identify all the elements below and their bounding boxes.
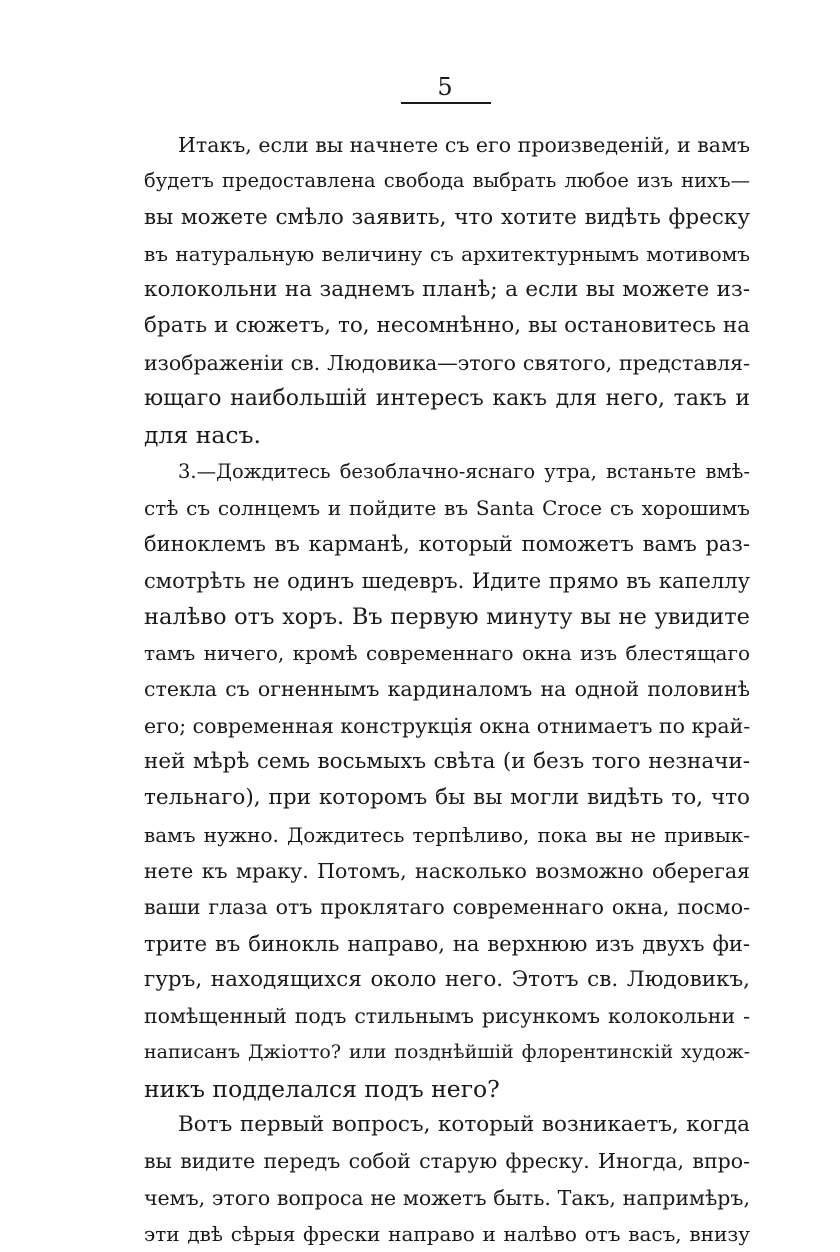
page-number-rule [401,102,491,104]
text-line: стѣ съ солнцемъ и пойдите въ Santa Croce съ хорошимъ [144,495,750,520]
text-line: смотрѣть не одинъ шедевръ. Идите прямо въ капеллу [144,568,750,593]
text-line: стекла съ огненнымъ кардиналомъ на одной половинѣ [144,677,750,702]
text-line: тельнаго), при которомъ бы вы могли видѣть то, что [144,785,750,811]
text-line: въ натуральную величину съ архитектурнымъ мотивомъ [144,241,750,266]
text-line: написанъ Джіотто? или позднѣйшій флорентинскій худож- [144,1041,750,1064]
text-line: никъ подделался подъ него? [144,1074,500,1103]
text-line: вамъ нужно. Дождитесь терпѣливо, пока вы не привык- [144,822,750,847]
text-line: Вотъ первый вопросъ, который возникаетъ, когда [178,1112,750,1138]
text-line: изображеніи св. Людовика—этого святого, представля- [144,350,750,375]
text-line: тамъ ничего, кромѣ современнаго окна изъ блестящаго [144,641,750,666]
text-line: ющаго наибольшій интересъ какъ для него, такъ и [144,386,750,412]
text-line: эти двѣ сѣрыя фрески направо и налѣво отъ васъ, внизу [144,1221,750,1246]
body-text [144,127,750,1252]
text-line: нете къ мраку. Потомъ, насколько возможно оберегая [144,858,750,883]
page-number: 5 [437,73,453,101]
text-line: чемъ, этого вопроса не можетъ быть. Такъ, напримѣръ, [144,1185,750,1210]
text-line: 3.—Дождитесь безоблачно-яснаго утра, встаньте вмѣ- [178,459,750,483]
text-line: биноклемъ въ карманѣ, который поможетъ вамъ раз- [144,532,750,557]
text-line: колокольни на заднемъ планѣ; а если вы можете из- [144,277,750,303]
text-line: помѣщенный подъ стильнымъ рисункомъ колокольни - [144,1004,750,1029]
text-line: трите въ бинокль направо, на верхнюю изъ двухъ фи- [144,931,750,956]
text-line: его; современная конструкція окна отнимаетъ по край- [144,713,750,738]
text-line: брать и сюжетъ, то, несомнѣнно, вы остановитесь на [144,313,750,339]
text-line: вы можете смѣло заявить, что хотите видѣть фреску [144,204,750,230]
text-line: Итакъ, если вы начнете съ его произведеній, и вамъ [178,133,750,157]
text-line: вы видите передъ собой старую фреску. Иногда, впро- [144,1149,750,1174]
text-line: гуръ, находящихся около него. Этотъ св. Людовикъ, [144,966,750,992]
text-line: ваши глаза отъ проклятаго современнаго окна, посмо- [144,895,750,920]
text-line: ней мѣрѣ семь восьмыхъ свѣта (и безъ того незначи- [144,749,750,775]
text-line: налѣво отъ хоръ. Въ первую минуту вы не увидите [144,603,750,630]
text-line: для насъ. [144,421,261,450]
text-line: будетъ предоставлена свобода выбрать любое изъ нихъ— [144,169,750,193]
